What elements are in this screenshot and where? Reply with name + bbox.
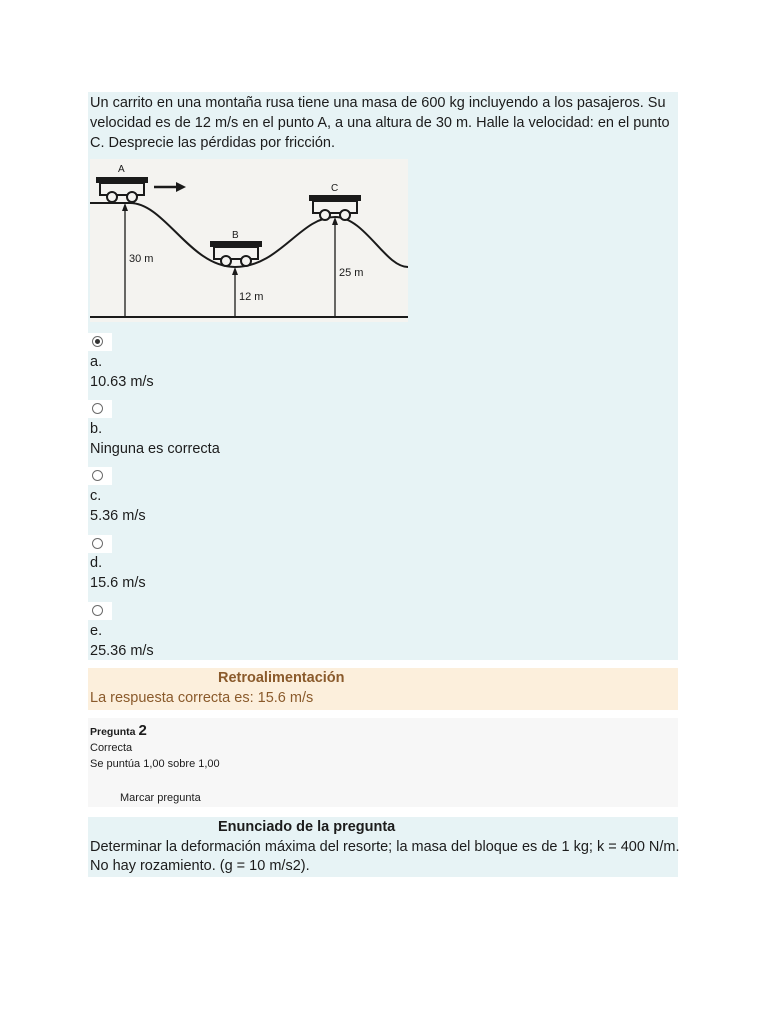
question-2-heading: Enunciado de la pregunta — [218, 819, 396, 835]
cart-b — [210, 241, 262, 266]
option-e-radio-wrap[interactable] — [88, 602, 112, 620]
label-c: C — [331, 183, 339, 194]
option-e-radio[interactable] — [92, 605, 103, 616]
flag-question-link[interactable]: Marcar pregunta — [120, 792, 201, 804]
option-e-value[interactable]: 25.36 m/s — [90, 643, 154, 659]
option-a-letter: a. — [90, 354, 103, 370]
question-2-grade: Se puntúa 1,00 sobre 1,00 — [90, 758, 220, 770]
option-c-radio[interactable] — [92, 470, 103, 481]
question-2-text: Determinar la deformación máxima del resorte; la masa del bloque es de 1 kg; k = 400 N/m. No hay rozamiento. (g = 10 m/s2). — [90, 839, 680, 874]
question-label-text: Pregunta — [90, 726, 136, 738]
question-number: 2 — [138, 722, 147, 739]
velocity-arrowhead — [176, 182, 186, 192]
height-a-arrowhead — [122, 203, 128, 211]
option-b-radio-wrap[interactable] — [88, 400, 112, 418]
height-a-label: 30 m — [129, 253, 154, 265]
question-1-text: Un carrito en una montaña rusa tiene una masa de 600 kg incluyendo a los pasajeros. Su velocidad es de 12 m/s en el punto A, a una altura de 30 m. Halle la velocidad: en el punto C. Desprecie las pérdidas por fricción. — [90, 95, 670, 151]
label-b: B — [232, 230, 239, 241]
option-a-radio[interactable] — [92, 336, 103, 347]
option-c-value[interactable]: 5.36 m/s — [90, 508, 146, 524]
height-c-label: 25 m — [339, 267, 364, 279]
option-d-letter: d. — [90, 555, 103, 571]
feedback-text: La respuesta correcta es: 15.6 m/s — [90, 690, 314, 706]
height-b-label: 12 m — [239, 291, 264, 303]
option-d-radio-wrap[interactable] — [88, 535, 112, 553]
option-d-radio[interactable] — [92, 538, 103, 549]
option-c-radio-wrap[interactable] — [88, 467, 112, 485]
height-b-arrowhead — [232, 267, 238, 275]
option-a-radio-wrap[interactable] — [88, 333, 112, 351]
roller-coaster-diagram — [90, 159, 408, 322]
height-c-arrowhead — [332, 217, 338, 225]
question-2-label — [90, 722, 147, 739]
option-b-value[interactable]: Ninguna es correcta — [90, 441, 220, 457]
option-b-letter: b. — [90, 421, 103, 437]
feedback-title: Retroalimentación — [218, 670, 345, 686]
option-a-value[interactable]: 10.63 m/s — [90, 374, 154, 390]
question-2-status: Correcta — [90, 742, 133, 754]
cart-a — [96, 177, 148, 202]
option-c-letter: c. — [90, 488, 102, 504]
label-a: A — [118, 164, 125, 175]
option-b-radio[interactable] — [92, 403, 103, 414]
option-e-letter: e. — [90, 623, 103, 639]
roller-coaster-figure — [90, 159, 408, 322]
option-d-value[interactable]: 15.6 m/s — [90, 575, 146, 591]
